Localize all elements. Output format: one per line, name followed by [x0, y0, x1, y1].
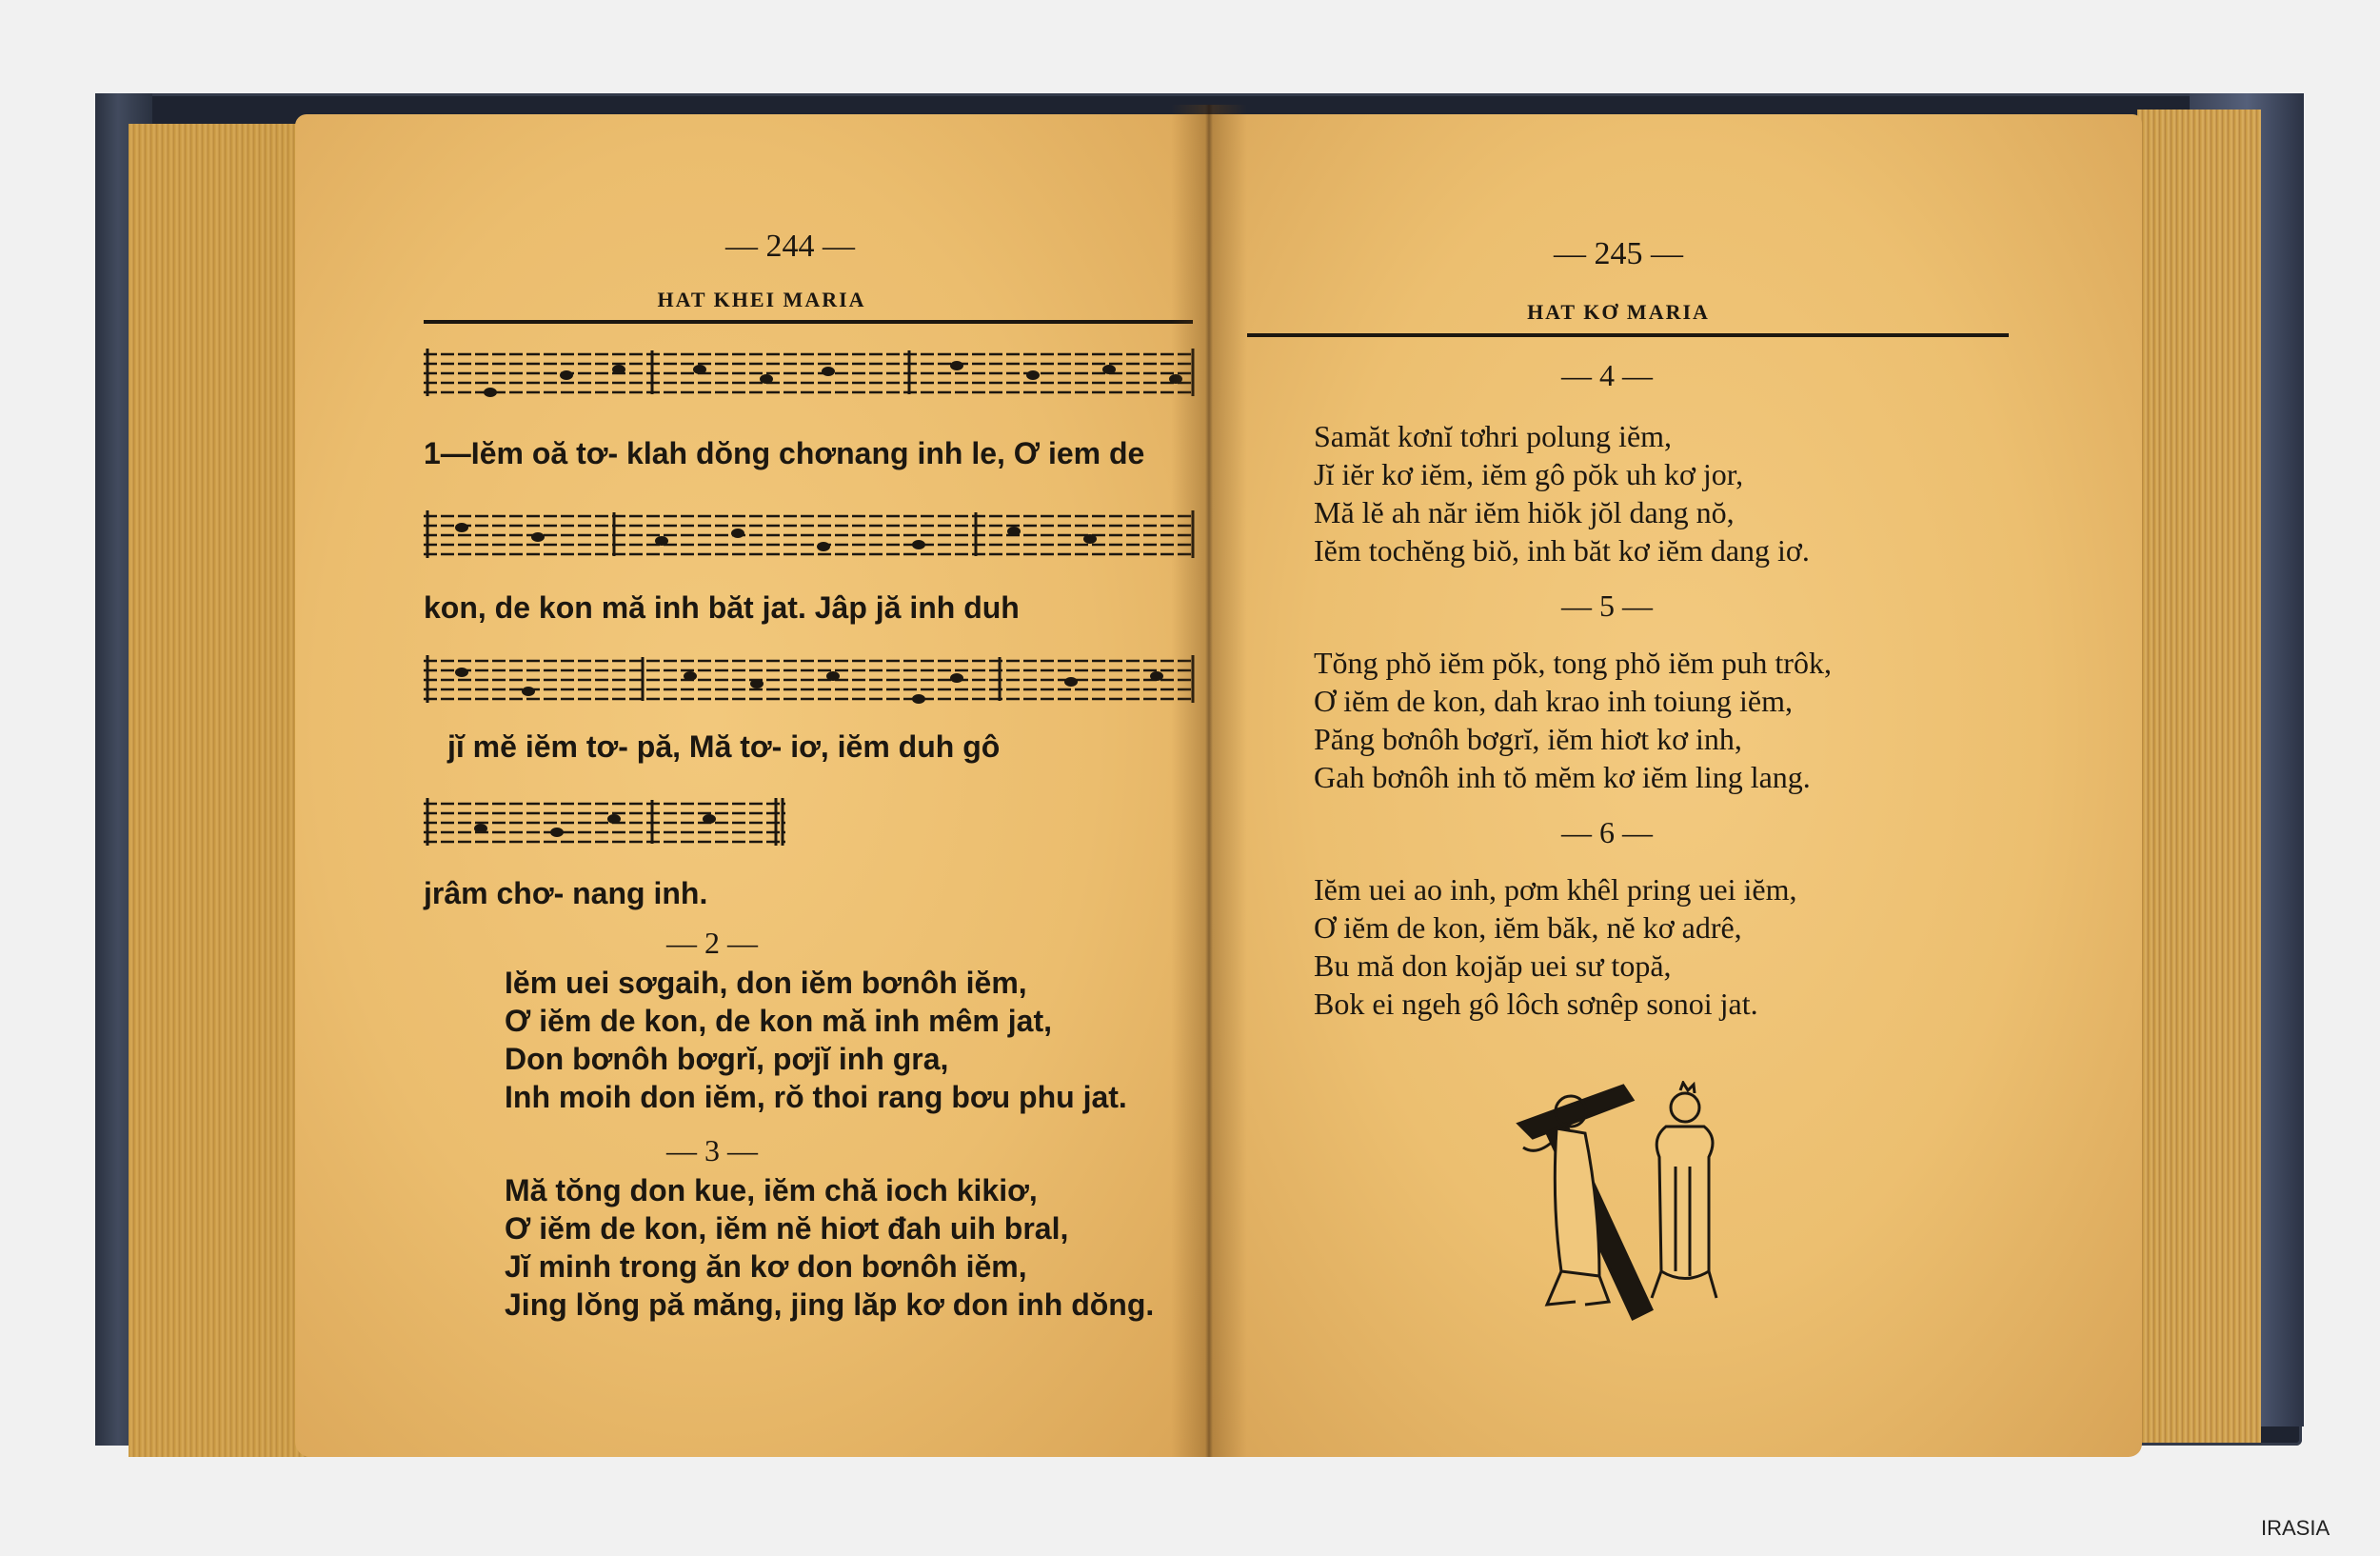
- music-staff-4: [424, 790, 785, 859]
- verse-line: Păng bơnôh bơgrĭ, iĕm hiơt kơ inh,: [1314, 722, 1742, 756]
- verse-line: Gah bơnôh inh tŏ mĕm kơ iĕm ling lang.: [1314, 760, 1811, 794]
- verse-line: Ơ iĕm de kon, iĕm nĕ hiơt đah uih bral,: [505, 1211, 1069, 1246]
- verse-line: Iĕm tochĕng biŏ, inh băt kơ iĕm dang iơ.: [1314, 533, 1810, 568]
- stanza-number-3: — 3 —: [666, 1133, 758, 1167]
- verse-line: Tŏng phŏ iĕm pŏk, tong phŏ iĕm puh trôk,: [1314, 646, 1832, 680]
- verse-line: Ơ iĕm de kon, dah krao inh toiung iĕm,: [1314, 684, 1794, 718]
- page-edges-right: [2137, 110, 2261, 1443]
- left-page: [295, 114, 1209, 1457]
- music-lyric-line-1: 1—Iĕm oă tơ- klah dŏng chơnang inh le, Ơ iem de: [424, 436, 1145, 470]
- verse-line: Iĕm uei sơgaih, don iĕm bơnôh iĕm,: [505, 966, 1027, 1000]
- verse-line: Ơ iĕm de kon, iĕm băk, nĕ kơ adrê,: [1314, 910, 1742, 945]
- verse-line: Iĕm uei ao inh, pơm khêl pring uei iĕm,: [1314, 872, 1797, 907]
- page-edges-left: [129, 124, 319, 1457]
- right-header-rule: [1247, 333, 2009, 337]
- verse-line: Inh moih don iĕm, rŏ thoi rang bơu phu jat.: [505, 1080, 1127, 1114]
- left-running-head: HAT KHEI MARIA: [657, 288, 866, 311]
- verse-line: Jing lŏng pă măng, jing lăp kơ don inh dŏng.: [505, 1287, 1155, 1322]
- right-running-head: HAT KƠ MARIA: [1527, 300, 1710, 324]
- music-staff-3: [424, 648, 1195, 716]
- verse-line: Samăt kơnĭ tơhri polung iĕm,: [1314, 419, 1673, 453]
- verse-line: Mă tŏng don kue, iĕm chă ioch kikiơ,: [505, 1173, 1038, 1207]
- verse-line: Don bơnôh bơgrĭ, pơjĭ inh gra,: [505, 1042, 949, 1076]
- music-lyric-line-4: jrâm chơ- nang inh.: [424, 876, 708, 910]
- music-staff-1: [424, 341, 1195, 409]
- stanza-number-5: — 5 —: [1561, 588, 1653, 623]
- verse-line: Ơ iĕm de kon, de kon mă inh mêm jat,: [505, 1004, 1052, 1038]
- verse-line: Mă lĕ ah năr iĕm hiŏk jŏl dang nŏ,: [1314, 495, 1735, 529]
- verse-line: Bok ei ngeh gô lôch sơnêp sonoi jat.: [1314, 987, 1758, 1021]
- left-page-number: — 244 —: [725, 229, 855, 264]
- stanza-number-4: — 4 —: [1561, 358, 1653, 392]
- watermark: IRASIA: [2261, 1516, 2330, 1540]
- music-staff-2: [424, 503, 1195, 571]
- cross-bearing-figures-illustration: [1509, 1081, 1728, 1328]
- left-header-rule: [424, 320, 1193, 324]
- verse-line: Jĭ minh trong ăn kơ don bơnôh iĕm,: [505, 1249, 1027, 1284]
- right-page-number: — 245 —: [1554, 236, 1683, 271]
- book-gutter: [1171, 105, 1247, 1457]
- verse-line: Bu mă don kojăp uei sư topă,: [1314, 948, 1672, 983]
- stanza-number-2: — 2 —: [666, 926, 758, 960]
- music-lyric-line-3: jĭ mĕ iĕm tơ- pă, Mă tơ- iơ, iĕm duh gô: [447, 729, 1001, 764]
- stanza-number-6: — 6 —: [1561, 815, 1653, 849]
- music-lyric-line-2: kon, de kon mă inh băt jat. Jâp jă inh duh: [424, 590, 1020, 625]
- verse-line: Jĭ iĕr kơ iĕm, iĕm gô pŏk uh kơ jor,: [1314, 457, 1744, 491]
